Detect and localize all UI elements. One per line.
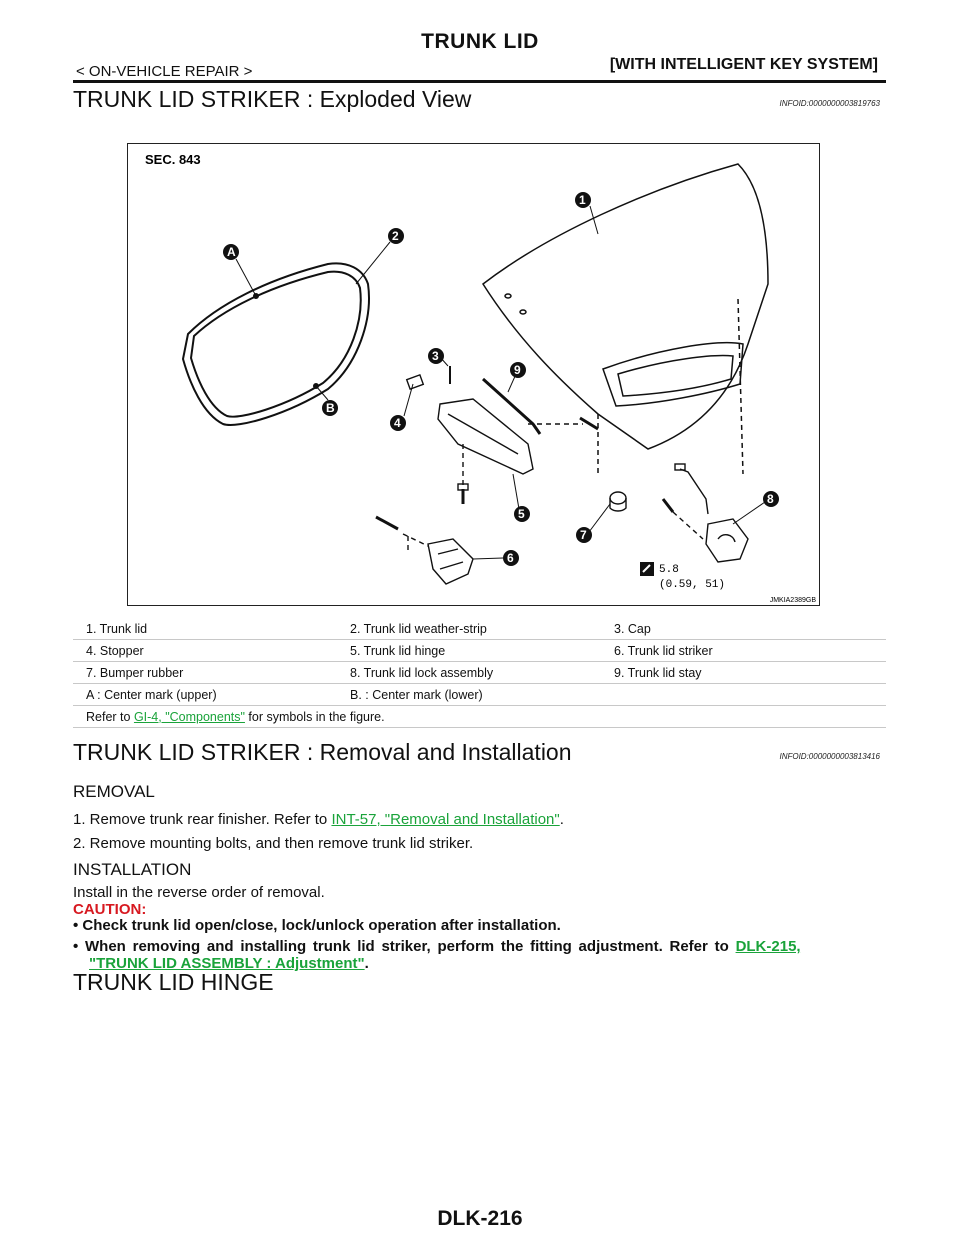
callout-3 bbox=[428, 348, 444, 364]
installation-text: Install in the reverse order of removal. bbox=[73, 884, 325, 901]
svg-text:9: 9 bbox=[514, 363, 521, 377]
weather-strip-drawing bbox=[183, 263, 369, 425]
svg-text:7: 7 bbox=[580, 528, 587, 542]
callout-8 bbox=[763, 491, 779, 507]
removal-step-1 bbox=[73, 811, 564, 828]
callout-5 bbox=[514, 506, 530, 522]
lock-assembly-drawing bbox=[663, 464, 748, 562]
legend-cell: A : Center mark (upper) bbox=[73, 684, 337, 706]
table-row bbox=[73, 662, 886, 684]
legend-cell: 6. Trunk lid striker bbox=[601, 640, 886, 662]
legend-cell: 5. Trunk lid hinge bbox=[337, 640, 601, 662]
components-link[interactable]: GI-4, "Components" bbox=[133, 709, 245, 724]
section-title-trunk-lid-hinge: TRUNK LID HINGE bbox=[73, 969, 274, 995]
callout-4 bbox=[390, 415, 406, 431]
hinge-assembly-drawing bbox=[407, 366, 598, 504]
header-variant-label: [WITH INTELLIGENT KEY SYSTEM] bbox=[609, 56, 878, 73]
legend-note bbox=[73, 706, 886, 728]
caution-bullet-2-suffix: . bbox=[364, 955, 369, 972]
callout-b bbox=[322, 400, 338, 416]
legend-cell: 9. Trunk lid stay bbox=[601, 662, 886, 684]
removal-step-1-text: 1. Remove trunk rear finisher. Refer to bbox=[73, 811, 332, 828]
info-id-removal-installation: INFOID:0000000003813416 bbox=[779, 752, 880, 761]
removal-step-1-suffix: . bbox=[559, 811, 564, 828]
bumper-rubber-drawing bbox=[610, 492, 626, 511]
removal-step-2: 2. Remove mounting bolts, and then remove trunk lid striker. bbox=[73, 835, 474, 852]
callout-a bbox=[223, 244, 239, 260]
svg-text:6: 6 bbox=[507, 551, 514, 565]
caution-bullet-2 bbox=[73, 938, 881, 955]
header-rule bbox=[73, 80, 886, 83]
table-row bbox=[73, 640, 886, 662]
legend-table bbox=[73, 618, 886, 728]
svg-text:1: 1 bbox=[579, 193, 586, 207]
legend-cell: 3. Cap bbox=[601, 618, 886, 640]
torque-value: 5.8 bbox=[659, 564, 679, 576]
torque-units: (0.59, 51) bbox=[659, 579, 726, 591]
svg-text:8: 8 bbox=[767, 492, 774, 506]
callout-6 bbox=[503, 550, 519, 566]
section-title-exploded-view: TRUNK LID STRIKER : Exploded View bbox=[73, 86, 472, 112]
exploded-view-illustration bbox=[128, 144, 821, 607]
caution-bullet-2-text: • When removing and installing trunk lid striker, perform the fitting adjustment. Refer to bbox=[73, 938, 736, 955]
legend-cell bbox=[601, 684, 886, 706]
legend-note-suffix: for symbols in the figure. bbox=[244, 709, 385, 724]
torque-wrench-icon bbox=[640, 562, 654, 576]
legend-cell: 1. Trunk lid bbox=[73, 618, 337, 640]
caution-label: CAUTION: bbox=[73, 901, 147, 918]
svg-text:4: 4 bbox=[394, 416, 401, 430]
legend-cell: 7. Bumper rubber bbox=[73, 662, 337, 684]
info-id-exploded-view: INFOID:0000000003819763 bbox=[779, 99, 880, 108]
caution-bullet-1: • Check trunk lid open/close, lock/unlock operation after installation. bbox=[73, 917, 561, 934]
callout-leader-lines bbox=[236, 206, 765, 559]
figure-code: JMKIA2389GB bbox=[769, 597, 816, 604]
svg-text:5: 5 bbox=[518, 507, 525, 521]
exploded-view-figure bbox=[127, 143, 820, 606]
svg-text:B: B bbox=[326, 401, 335, 415]
header-title: TRUNK LID bbox=[421, 30, 539, 53]
section-title-removal-installation: TRUNK LID STRIKER : Removal and Installation bbox=[73, 739, 572, 765]
callout-7 bbox=[576, 527, 592, 543]
legend-cell: 4. Stopper bbox=[73, 640, 337, 662]
sec-label: SEC. 843 bbox=[145, 152, 201, 167]
trunk-lid-drawing bbox=[483, 164, 768, 474]
int-57-link[interactable]: INT-57, "Removal and Installation" bbox=[331, 811, 560, 828]
removal-heading: REMOVAL bbox=[73, 782, 155, 801]
dlk-215-link[interactable]: DLK-215, bbox=[735, 938, 801, 955]
striker-drawing bbox=[376, 517, 473, 584]
header-section-label: < ON-VEHICLE REPAIR > bbox=[76, 63, 253, 80]
svg-text:3: 3 bbox=[432, 349, 439, 363]
table-row bbox=[73, 618, 886, 640]
page-number: DLK-216 bbox=[437, 1207, 523, 1230]
table-row bbox=[73, 684, 886, 706]
callout-9 bbox=[510, 362, 526, 378]
legend-cell: 2. Trunk lid weather-strip bbox=[337, 618, 601, 640]
svg-text:2: 2 bbox=[392, 229, 399, 243]
legend-note-prefix: Refer to bbox=[86, 709, 134, 724]
table-row bbox=[73, 706, 886, 728]
callout-2 bbox=[388, 228, 404, 244]
callout-1 bbox=[575, 192, 591, 208]
svg-text:A: A bbox=[227, 245, 236, 259]
trunk-lid-assembly-adjustment-link[interactable]: "TRUNK LID ASSEMBLY : Adjustment" bbox=[89, 955, 365, 972]
installation-heading: INSTALLATION bbox=[73, 860, 192, 879]
legend-cell: B. : Center mark (lower) bbox=[337, 684, 601, 706]
legend-cell: 8. Trunk lid lock assembly bbox=[337, 662, 601, 684]
